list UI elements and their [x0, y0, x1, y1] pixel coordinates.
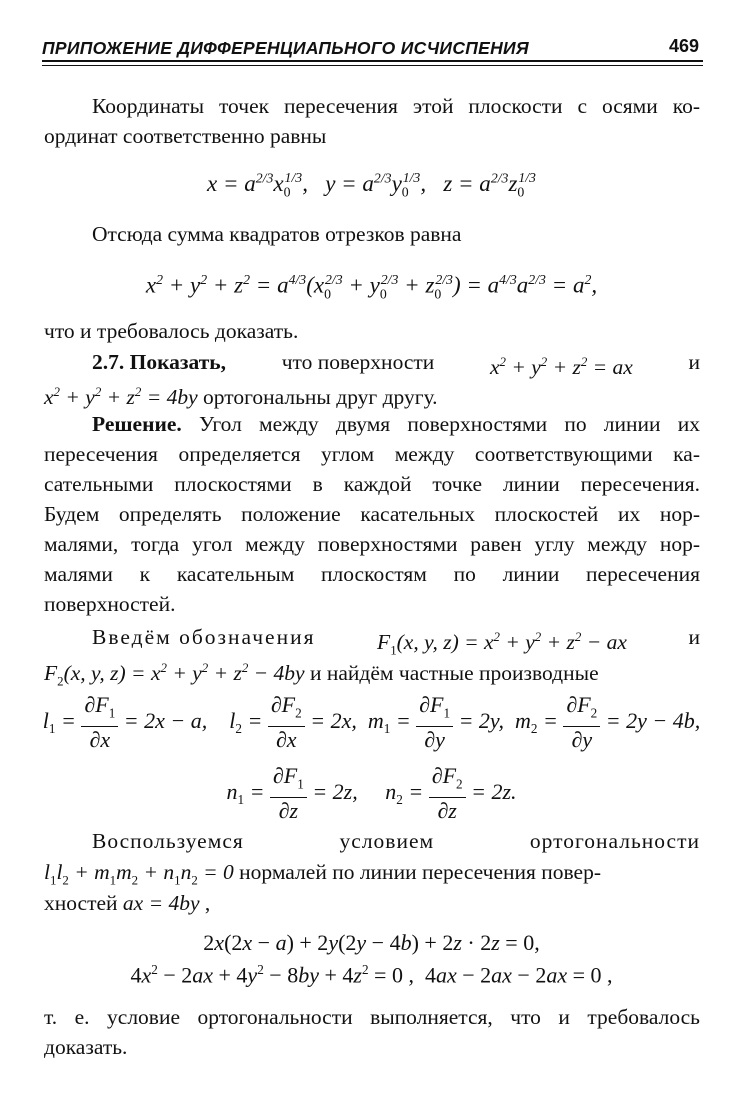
solution-text: Угол между двумя поверхностями по линии их: [198, 412, 701, 436]
final-line: т. е. условие ортогональности выполняется, что и требовалось: [44, 1005, 700, 1029]
solution-line: малями к касательным плоскостям по линии пересечения: [44, 562, 700, 586]
task-and: и: [688, 350, 700, 374]
orthogonality-line: хностей ax = 4by ,: [44, 891, 211, 915]
header-rule-thin: [42, 65, 703, 66]
paragraph-line: что и требовалось доказать.: [44, 319, 299, 343]
solution-line: [44, 409, 700, 439]
solution-line: малями, тогда угол между поверхностями равен углу между нор-: [44, 532, 700, 556]
F2-formula: $F_2(x$, y, $z) = x^2 + y^2 + z^2 - 4by$: [44, 661, 305, 689]
intersection-formula: ax = 4by: [122, 891, 200, 915]
notation-intro: Введём обозначения: [92, 625, 316, 649]
notation-and: и: [688, 625, 700, 649]
paragraph-line: Координаты точек пересечения этой плоскости с осями ко-: [92, 94, 700, 118]
formula-sum: $x^2 + y^2 + z^2 = a^{4/3}(x_0^{2/3} + y_0^{2/3} + z_0^{2/3}) = a^{4/3}a^{2/3} = a^2$,: [145, 272, 598, 302]
surface-1-formula: $x^2 + y^2 + z^2$ = ax: [489, 355, 633, 380]
header-title: ПРИПОЖЕНИЕ ДИФФЕРЕНЦИАПЬНОГО ИСЧИСПЕНИЯ: [42, 38, 529, 58]
paragraph-line: ординат соответственно равны: [44, 124, 327, 148]
orthogonality-line: Воспользуемся условием ортогональности: [92, 829, 700, 853]
derivatives-row-2: $n_1$ = $\frac{\partial F_1}{\partial z}$ = 2z, $n_2$ = $\frac{\partial F_2}{\partial z}$ = 2z.: [226, 763, 517, 824]
orthogonality-text: хностей: [44, 891, 118, 915]
page-number: 469: [668, 36, 699, 56]
header-rule-thick: [42, 60, 703, 62]
orthogonality-condition: $l_1l_2 + m_1m_2 + n_1n_2 = 0$: [44, 860, 234, 888]
solution-line: сательными плоскостями в каждой точке линии пересечения.: [44, 472, 700, 496]
paragraph-line: Отсюда сумма квадратов отрезков равна: [92, 222, 462, 246]
notation-line: [44, 653, 700, 696]
formula-coordinates: [0, 170, 743, 200]
F1-formula: $F_1(x$, y, $z) = x^2 + y^2 + z^2$ − ax: [377, 630, 627, 658]
equation-2: $4x^2 - 2ax + 4y^2 - 8by + 4z^2 = 0$ , 4ax − 2ax − 2ax = 0 ,: [130, 962, 613, 988]
equation-1: 2x(2x − a) + 2y(2y − 4b) + 2z · 2z = 0,: [203, 930, 540, 955]
task-line: [44, 377, 700, 412]
task-text: что поверхности: [281, 350, 435, 374]
derivatives-row-1: $l_1$ = $\frac{\partial F_1}{\partial x}$ = 2x − a, $l_2$ = $\frac{\partial F_2}{\partial x}$ = 2x, $m_1$ = $\frac{\partial F_1}{\partial y}$ = 2y, $m_2$ = $\frac{\partial F_2}{\partial y}$ = 2y − 4b,: [42, 692, 701, 753]
solution-label: Решение.: [92, 412, 182, 436]
final-line: доказать.: [44, 1035, 128, 1059]
task-label: 2.7. Показать,: [92, 350, 227, 374]
solution-line: пересечения определяется углом между соответствующими ка-: [44, 442, 700, 466]
solution-line: Будем определять положение касательных плоскостей их нор-: [44, 502, 700, 526]
orthogonality-text: нормалей по линии пересечения повер-: [239, 860, 602, 884]
solution-line: поверхностей.: [44, 592, 176, 616]
notation-text: и найдём частные производные: [309, 661, 599, 686]
formula-text: $x = a^{2/3}x_0^{1/3}$, $y = a^{2/3}y_0^{1/3}$, $z = a^{2/3}z_0^{1/3}$: [207, 170, 536, 200]
surface-2-formula: $x^2 + y^2 + z^2 = 4by$: [44, 385, 198, 410]
task-text: ортогональны друг другу.: [203, 385, 438, 410]
